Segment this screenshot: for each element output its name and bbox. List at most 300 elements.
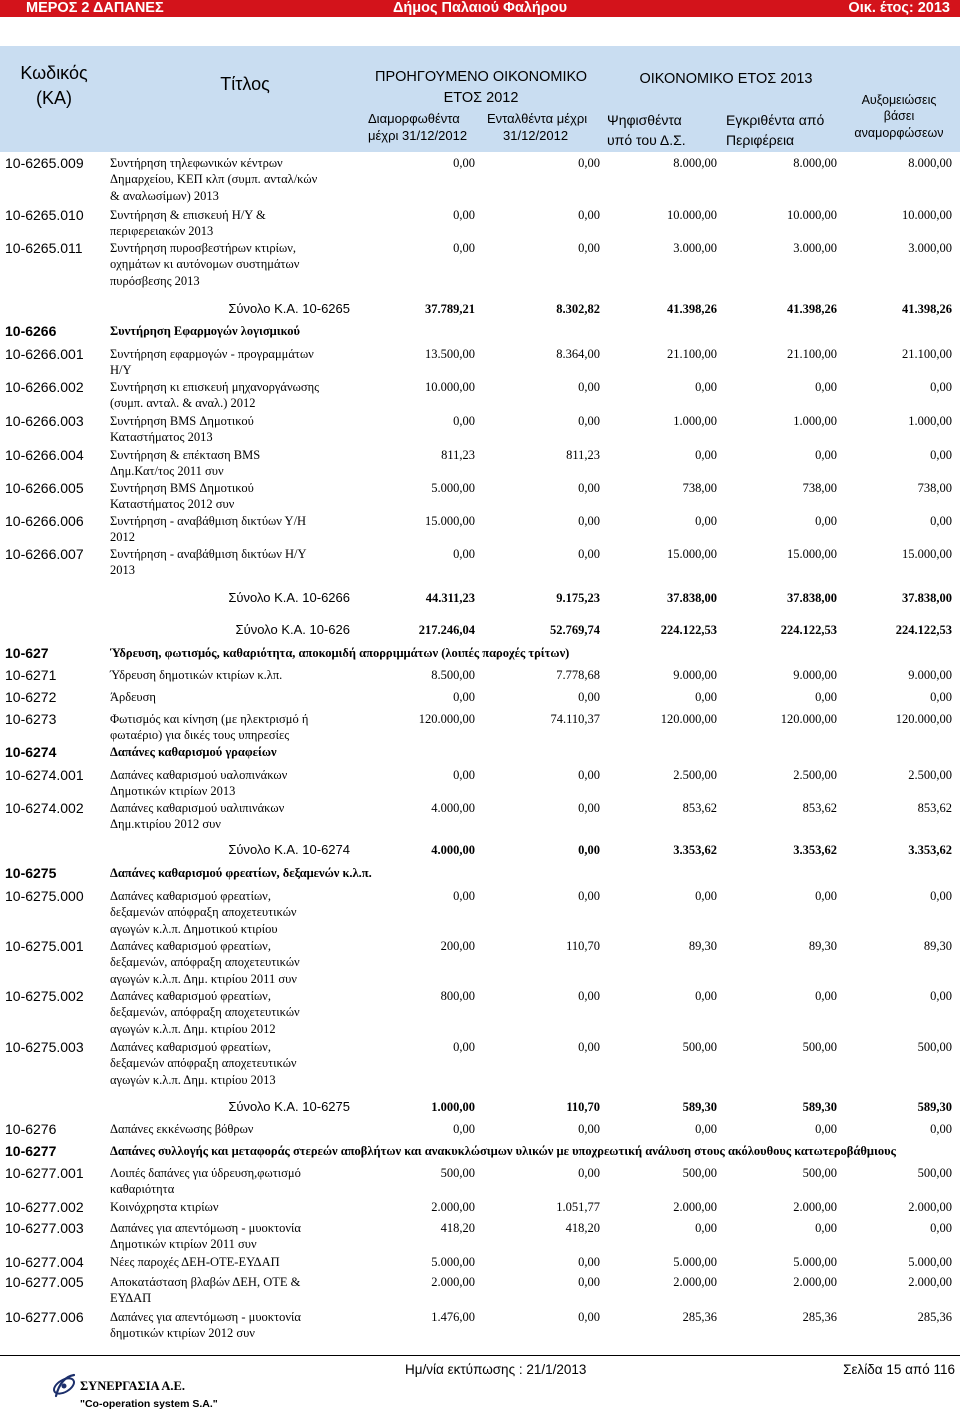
- value-committed-2012: 0,00: [578, 801, 600, 815]
- value-formed-2012: 8.500,00: [431, 668, 475, 682]
- value-adjusted: 89,30: [923, 939, 952, 953]
- item-row: [0, 480, 960, 512]
- value-approved-2013: 37.838,00: [787, 591, 837, 605]
- item-row: [0, 546, 960, 578]
- group-row: [0, 744, 960, 760]
- value-committed-2012: 7.778,68: [556, 668, 600, 682]
- value-approved-2013: 2.500,00: [793, 768, 837, 782]
- row-title-line: Συντήρηση Εφαρμογών λογισμικού: [110, 324, 300, 338]
- value-committed-2012: 0,00: [578, 514, 600, 528]
- row-title: [110, 988, 300, 1037]
- row-title-line: ΕΥΔΑΠ: [110, 1291, 152, 1306]
- row-code: 10-6277.002: [5, 1199, 84, 1215]
- total-label: [150, 301, 350, 317]
- value-committed-2012: 1.051,77: [556, 1200, 600, 1214]
- value-committed-2012: 0,00: [578, 889, 600, 903]
- value-approved-2013: 1.000,00: [793, 414, 837, 428]
- value-approved-2013: 589,30: [802, 1100, 837, 1114]
- row-title-line: Δαπάνες για απεντόμωση - μυοκτονία: [110, 1221, 301, 1235]
- value-approved-2013: 0,00: [815, 448, 837, 462]
- item-row: [0, 988, 960, 1036]
- value-adjusted: 0,00: [930, 1122, 952, 1136]
- row-title-line: & αναλωσίμων) 2013: [110, 188, 219, 203]
- row-title-line: Συντήρηση κι επισκευή μηχανοργάνωσης: [110, 380, 320, 394]
- value-committed-2012: 74.110,37: [550, 712, 600, 726]
- value-committed-2012: 0,00: [578, 989, 600, 1003]
- row-title-line: περιφερειακών 2013: [110, 224, 214, 239]
- row-title-line: Δημοτικών κτιρίων 2011 συν: [110, 1237, 257, 1252]
- value-formed-2012: 800,00: [440, 989, 475, 1003]
- item-row: [0, 1274, 960, 1306]
- item-row: [0, 1039, 960, 1087]
- header-title-text: Τίτλος: [220, 74, 270, 94]
- value-formed-2012: 0,00: [453, 690, 475, 704]
- company-name-en: "Co-operation system S.A.": [80, 1398, 218, 1410]
- item-row: [0, 1121, 960, 1137]
- row-code: 10-6266.003: [5, 413, 84, 429]
- value-approved-2013: 853,62: [802, 801, 837, 815]
- row-code: 10-6277.005: [5, 1274, 84, 1290]
- row-title-line: Ύδρευση δημοτικών κτιρίων κ.λπ.: [110, 668, 283, 682]
- row-title: [110, 207, 266, 240]
- row-code: 10-6265.010: [5, 207, 84, 223]
- value-committed-2012: 110,70: [566, 1100, 600, 1114]
- value-committed-2012: 0,00: [578, 208, 600, 222]
- row-title: [110, 1121, 253, 1137]
- header-formed: [368, 110, 467, 144]
- row-code: 10-6266.005: [5, 480, 84, 496]
- value-approved-2013: 224.122,53: [780, 623, 837, 637]
- item-row: [0, 207, 960, 239]
- row-title: [110, 888, 297, 937]
- value-committed-2012: 0,00: [578, 1040, 600, 1054]
- value-committed-2012: 0,00: [578, 843, 600, 857]
- value-formed-2012: 13.500,00: [425, 347, 475, 361]
- value-committed-2012: 52.769,74: [550, 623, 600, 637]
- row-title-line: δημοτικών κτιρίων 2012 συν: [110, 1326, 255, 1341]
- row-title: [110, 938, 300, 987]
- total-label-text: Σύνολο Κ.Α.: [235, 622, 306, 637]
- value-approved-2013: 500,00: [802, 1040, 837, 1054]
- row-title-line: Συντήρηση εφαρμογών - προγραμμάτων: [110, 347, 314, 361]
- row-title: [110, 645, 569, 661]
- group-row: [0, 323, 960, 339]
- row-title-line: δεξαμενών, απόφραξη αποχετευτικών: [110, 955, 300, 970]
- header-adjustments-line: βάσει: [883, 109, 915, 124]
- value-approved-2013: 89,30: [808, 939, 837, 953]
- value-voted-2013: 9.000,00: [673, 668, 717, 682]
- value-formed-2012: 15.000,00: [425, 514, 475, 528]
- value-voted-2013: 589,30: [682, 1100, 717, 1114]
- row-title: [110, 800, 284, 833]
- row-title: [110, 240, 299, 289]
- value-committed-2012: 0,00: [578, 1122, 600, 1136]
- item-row: [0, 689, 960, 705]
- value-adjusted: 738,00: [917, 481, 952, 495]
- group-row: [0, 865, 960, 881]
- value-voted-2013: 0,00: [695, 889, 717, 903]
- total-label-text: Σύνολο Κ.Α.: [228, 842, 299, 857]
- row-code: 10-627: [5, 645, 49, 661]
- row-code: 10-6271: [5, 667, 57, 683]
- row-code: 10-6266: [5, 323, 57, 339]
- row-title-line: Δημοτικών κτιρίων 2013: [110, 784, 236, 799]
- row-title: [110, 546, 307, 579]
- row-title-line: Δημ.κτιρίου 2012 συν: [110, 817, 221, 832]
- header-previous-year: [360, 67, 602, 109]
- footer-divider: [0, 1355, 960, 1356]
- value-approved-2013: 41.398,26: [787, 302, 837, 316]
- banner-fiscal-year: Οικ. έτος: 2013: [848, 0, 950, 16]
- header-approved-line: Περιφέρεια: [726, 132, 795, 148]
- value-voted-2013: 8.000,00: [673, 156, 717, 170]
- item-row: [0, 800, 960, 832]
- row-title-line: δεξαμενών απόφραξη αποχετευτικών: [110, 1056, 297, 1071]
- value-approved-2013: 738,00: [802, 481, 837, 495]
- value-committed-2012: 0,00: [578, 768, 600, 782]
- total-code: 10-6275: [302, 1099, 350, 1114]
- value-committed-2012: 8.302,82: [556, 302, 600, 316]
- item-row: [0, 240, 960, 288]
- header-formed-line: μέχρι 31/12/2012: [368, 127, 468, 143]
- row-title-line: αγωγών κ.λ.π. Δημ. κτιρίου 2013: [110, 1072, 276, 1087]
- value-approved-2013: 0,00: [815, 1221, 837, 1235]
- row-code: 10-6266.007: [5, 546, 84, 562]
- item-row: [0, 767, 960, 799]
- row-title-line: Συντήρηση πυροσβεστήρων κτιρίων,: [110, 241, 297, 255]
- row-code: 10-6277.003: [5, 1220, 84, 1236]
- row-title: [110, 865, 372, 881]
- value-voted-2013: 0,00: [695, 1122, 717, 1136]
- banner-municipality: Δήμος Παλαιού Φαλήρου: [392, 0, 568, 16]
- total-label-text: Σύνολο Κ.Α.: [228, 301, 299, 316]
- value-adjusted: 8.000,00: [908, 156, 952, 170]
- value-voted-2013: 0,00: [695, 514, 717, 528]
- value-adjusted: 224.122,53: [895, 623, 952, 637]
- value-adjusted: 500,00: [917, 1040, 952, 1054]
- item-row: [0, 379, 960, 411]
- value-voted-2013: 10.000,00: [667, 208, 717, 222]
- header-title: [110, 73, 380, 95]
- group-row: [0, 645, 960, 661]
- value-adjusted: 15.000,00: [902, 547, 952, 561]
- item-row: [0, 1165, 960, 1197]
- header-voted: [607, 110, 686, 150]
- row-title: [110, 1039, 297, 1088]
- value-committed-2012: 0,00: [578, 690, 600, 704]
- header-approved-line: Εγκριθέντα από: [726, 112, 825, 128]
- value-committed-2012: 0,00: [578, 1255, 600, 1269]
- item-row: [0, 938, 960, 986]
- row-title: [110, 1143, 896, 1159]
- header-current-year: [600, 69, 852, 90]
- row-code: 10-6275.000: [5, 888, 84, 904]
- row-title-line: 2012: [110, 530, 135, 545]
- row-code: 10-6275.002: [5, 988, 84, 1004]
- row-code: 10-6274: [5, 744, 57, 760]
- row-title-line: Συντήρηση & επέκταση BMS: [110, 448, 261, 462]
- value-voted-2013: 285,36: [682, 1310, 717, 1324]
- value-voted-2013: 738,00: [682, 481, 717, 495]
- header-adjustments-line: αναμορφώσεων: [854, 125, 944, 140]
- row-code: 10-6275.001: [5, 938, 84, 954]
- value-adjusted: 120.000,00: [895, 712, 952, 726]
- value-committed-2012: 0,00: [578, 156, 600, 170]
- value-voted-2013: 37.838,00: [667, 591, 717, 605]
- value-voted-2013: 0,00: [695, 989, 717, 1003]
- row-title-line: Καταστήματος 2013: [110, 430, 213, 445]
- header-committed: [487, 110, 587, 144]
- value-committed-2012: 0,00: [578, 1275, 600, 1289]
- row-title-line: Δαπάνες καθαρισμού φρεατίων,: [110, 989, 271, 1003]
- value-voted-2013: 0,00: [695, 690, 717, 704]
- header-code: [0, 61, 108, 111]
- header-committed-line: Ενταλθέντα μέχρι: [487, 110, 588, 126]
- value-approved-2013: 3.000,00: [793, 241, 837, 255]
- value-adjusted: 0,00: [930, 448, 952, 462]
- row-title-line: Συντήρηση BMS Δημοτικού: [110, 414, 254, 428]
- value-approved-2013: 8.000,00: [793, 156, 837, 170]
- value-adjusted: 500,00: [917, 1166, 952, 1180]
- row-title-line: Η/Υ: [110, 363, 132, 378]
- value-committed-2012: 110,70: [566, 939, 600, 953]
- value-formed-2012: 0,00: [453, 1122, 475, 1136]
- row-title: [110, 1309, 301, 1342]
- value-adjusted: 9.000,00: [908, 668, 952, 682]
- row-title: [110, 413, 254, 446]
- header-code-line: Κωδικός: [20, 62, 88, 83]
- row-title: [110, 323, 300, 339]
- header-current-year-text: ΟΙΚΟΝΟΜΙΚΟ ΕΤΟΣ 2013: [639, 70, 813, 87]
- row-code: 10-6277.006: [5, 1309, 84, 1325]
- row-title-line: αγωγών κ.λ.π. Δημοτικού κτιρίου: [110, 921, 278, 936]
- row-title: [110, 1274, 300, 1307]
- total-label-text: Σύνολο Κ.Α.: [228, 1099, 299, 1114]
- total-label: [150, 590, 350, 606]
- row-title-line: καθαριότητα: [110, 1182, 175, 1197]
- value-voted-2013: 0,00: [695, 448, 717, 462]
- row-title-line: Συντήρηση - αναβάθμιση δικτύων Υ/Η: [110, 514, 307, 528]
- item-row: [0, 711, 960, 743]
- row-title-line: Δαπάνες συλλογής και μεταφοράς στερεών αποβλήτων και ανακυκλώσιμων υλικών με υποχρεωτική ανάλυση στους ακόλουθους κατωτεροβάθμιους: [110, 1144, 896, 1158]
- value-adjusted: 853,62: [917, 801, 952, 815]
- row-title-line: (συμπ. ανταλ. & αναλ.) 2012: [110, 396, 256, 411]
- value-formed-2012: 44.311,23: [425, 591, 475, 605]
- row-code: 10-6277.004: [5, 1254, 84, 1270]
- group-row: [0, 1143, 960, 1159]
- item-row: [0, 447, 960, 479]
- header-previous-year-line: ΠΡΟΗΓΟΥΜΕΝΟ ΟΙΚΟΝΟΜΙΚΟ: [374, 68, 588, 85]
- row-title-line: πυρόσβεσης 2013: [110, 273, 200, 288]
- value-committed-2012: 0,00: [578, 547, 600, 561]
- value-formed-2012: 0,00: [453, 547, 475, 561]
- value-adjusted: 10.000,00: [902, 208, 952, 222]
- value-formed-2012: 811,23: [441, 448, 475, 462]
- value-formed-2012: 0,00: [453, 768, 475, 782]
- value-voted-2013: 1.000,00: [673, 414, 717, 428]
- value-adjusted: 3.353,62: [908, 843, 952, 857]
- value-approved-2013: 0,00: [815, 380, 837, 394]
- row-title: [110, 689, 156, 705]
- item-row: [0, 1254, 960, 1270]
- row-code: 10-6272: [5, 689, 57, 705]
- row-title: [110, 667, 282, 683]
- value-adjusted: 37.838,00: [902, 591, 952, 605]
- value-voted-2013: 2.000,00: [673, 1275, 717, 1289]
- value-formed-2012: 1.476,00: [431, 1310, 475, 1324]
- row-title-line: Δαπάνες καθαρισμού φρεατίων,: [110, 939, 271, 953]
- value-voted-2013: 2.500,00: [673, 768, 717, 782]
- row-title-line: Δημαρχείου, ΚΕΠ κλπ (συμπ. ανταλ/κών: [110, 172, 318, 187]
- header-approved: [726, 110, 824, 150]
- value-formed-2012: 217.246,04: [418, 623, 475, 637]
- value-adjusted: 0,00: [930, 514, 952, 528]
- header-previous-year-line: ΕΤΟΣ 2012: [443, 89, 519, 106]
- value-voted-2013: 0,00: [695, 380, 717, 394]
- value-voted-2013: 224.122,53: [660, 623, 717, 637]
- row-code: 10-6275: [5, 865, 57, 881]
- row-title-line: Δημ.Κατ/τος 2011 συν: [110, 464, 224, 479]
- value-approved-2013: 500,00: [802, 1166, 837, 1180]
- header-code-line: (ΚΑ): [36, 87, 72, 108]
- row-title-line: Δαπάνες για απεντόμωση - μυοκτονία: [110, 1310, 301, 1324]
- row-title-line: Νέες παροχές ΔΕΗ-ΟΤΕ-ΕΥΔΑΠ: [110, 1255, 280, 1269]
- row-title-line: Δαπάνες καθαρισμού υαλιπινάκων: [110, 801, 285, 815]
- row-title: [110, 480, 254, 513]
- total-label-text: Σύνολο Κ.Α.: [228, 590, 299, 605]
- value-approved-2013: 15.000,00: [787, 547, 837, 561]
- row-title-line: Δαπάνες εκκένωσης βόθρων: [110, 1122, 254, 1136]
- print-date: Ημ/νία εκτύπωσης : 21/1/2013: [405, 1362, 587, 1377]
- value-committed-2012: 0,00: [578, 414, 600, 428]
- row-title: [110, 379, 319, 412]
- value-voted-2013: 5.000,00: [673, 1255, 717, 1269]
- row-title: [110, 1220, 301, 1253]
- value-approved-2013: 0,00: [815, 889, 837, 903]
- total-label: [150, 1099, 350, 1115]
- row-code: 10-6266.002: [5, 379, 84, 395]
- row-code: 10-6274.002: [5, 800, 84, 816]
- value-voted-2013: 3.000,00: [673, 241, 717, 255]
- value-formed-2012: 200,00: [440, 939, 475, 953]
- row-title-line: Φωτισμός και κίνηση (με ηλεκτρισμό ή: [110, 712, 309, 726]
- row-title: [110, 1199, 218, 1215]
- total-code: 10-6266: [302, 590, 350, 605]
- item-row: [0, 667, 960, 683]
- row-title-line: Δαπάνες καθαρισμού φρεατίων,: [110, 1040, 271, 1054]
- value-approved-2013: 0,00: [815, 690, 837, 704]
- row-title: [110, 1254, 280, 1270]
- row-title-line: Ύδρευση, φωτισμός, καθαριότητα, αποκομιδή απορριμμάτων (λοιπές παροχές τρίτων): [110, 646, 570, 660]
- value-formed-2012: 120.000,00: [418, 712, 475, 726]
- row-title: [110, 744, 277, 760]
- value-committed-2012: 0,00: [578, 1310, 600, 1324]
- banner-section: ΜΕΡΟΣ 2 ΔΑΠΑΝΕΣ: [26, 0, 164, 16]
- value-approved-2013: 5.000,00: [793, 1255, 837, 1269]
- value-formed-2012: 10.000,00: [425, 380, 475, 394]
- header-formed-line: Διαμορφωθέντα: [368, 110, 460, 126]
- value-adjusted: 1.000,00: [908, 414, 952, 428]
- value-committed-2012: 0,00: [578, 380, 600, 394]
- value-committed-2012: 811,23: [566, 448, 600, 462]
- value-voted-2013: 41.398,26: [667, 302, 717, 316]
- row-code: 10-6274.001: [5, 767, 84, 783]
- row-title: [110, 767, 287, 800]
- value-adjusted: 0,00: [930, 989, 952, 1003]
- row-title-line: οχημάτων κι αυτόνομων συστημάτων: [110, 257, 300, 272]
- value-voted-2013: 853,62: [682, 801, 717, 815]
- value-adjusted: 5.000,00: [908, 1255, 952, 1269]
- value-committed-2012: 418,20: [565, 1221, 600, 1235]
- total-row: [0, 622, 960, 638]
- row-code: 10-6275.003: [5, 1039, 84, 1055]
- row-code: 10-6276: [5, 1121, 57, 1137]
- item-row: [0, 1199, 960, 1215]
- value-approved-2013: 3.353,62: [793, 843, 837, 857]
- row-title-line: αγωγών κ.λ.π. Δημ. κτιρίου 2012: [110, 1021, 276, 1036]
- value-approved-2013: 2.000,00: [793, 1275, 837, 1289]
- value-adjusted: 41.398,26: [902, 302, 952, 316]
- value-committed-2012: 9.175,23: [556, 591, 600, 605]
- header-adjustments: [845, 92, 953, 142]
- value-approved-2013: 120.000,00: [780, 712, 837, 726]
- value-adjusted: 2.500,00: [908, 768, 952, 782]
- value-formed-2012: 418,20: [440, 1221, 475, 1235]
- value-committed-2012: 0,00: [578, 1166, 600, 1180]
- row-code: 10-6265.009: [5, 155, 84, 171]
- item-row: [0, 888, 960, 936]
- value-adjusted: 0,00: [930, 1221, 952, 1235]
- row-title: [110, 711, 308, 744]
- value-approved-2013: 10.000,00: [787, 208, 837, 222]
- item-row: [0, 155, 960, 203]
- row-code: 10-6265.011: [5, 240, 83, 256]
- row-title-line: Καταστήματος 2012 συν: [110, 497, 235, 512]
- value-approved-2013: 0,00: [815, 1122, 837, 1136]
- value-voted-2013: 500,00: [682, 1166, 717, 1180]
- row-title-line: δεξαμενών, απόφραξη αποχετευτικών: [110, 1005, 300, 1020]
- header-adjustments-line: Αυξομειώσεις: [861, 92, 937, 107]
- item-row: [0, 1220, 960, 1252]
- value-voted-2013: 0,00: [695, 1221, 717, 1235]
- value-formed-2012: 0,00: [453, 241, 475, 255]
- row-title-line: αγωγών κ.λ.π. Δημ. κτιρίου 2011 συν: [110, 971, 297, 986]
- value-adjusted: 0,00: [930, 889, 952, 903]
- row-code: 10-6277.001: [5, 1165, 84, 1181]
- value-formed-2012: 0,00: [453, 889, 475, 903]
- row-title-line: 2013: [110, 563, 135, 578]
- value-adjusted: 285,36: [917, 1310, 952, 1324]
- row-code: 10-6277: [5, 1143, 57, 1159]
- company-logo-icon: [50, 1370, 78, 1402]
- value-approved-2013: 21.100,00: [787, 347, 837, 361]
- header-voted-line: Ψηφισθέντα: [607, 112, 682, 128]
- value-adjusted: 0,00: [930, 690, 952, 704]
- document-banner: [0, 0, 960, 17]
- value-voted-2013: 89,30: [688, 939, 717, 953]
- value-formed-2012: 1.000,00: [431, 1100, 475, 1114]
- value-adjusted: 3.000,00: [908, 241, 952, 255]
- item-row: [0, 1309, 960, 1341]
- total-label: [150, 622, 350, 638]
- value-approved-2013: 0,00: [815, 989, 837, 1003]
- company-name: ΣΥΝΕΡΓΑΣΙΑ Α.Ε.: [80, 1379, 185, 1393]
- value-committed-2012: 8.364,00: [556, 347, 600, 361]
- value-formed-2012: 5.000,00: [431, 1255, 475, 1269]
- row-title-line: Συντήρηση & επισκευή Η/Υ &: [110, 208, 266, 222]
- value-adjusted: 2.000,00: [908, 1200, 952, 1214]
- value-formed-2012: 4.000,00: [431, 801, 475, 815]
